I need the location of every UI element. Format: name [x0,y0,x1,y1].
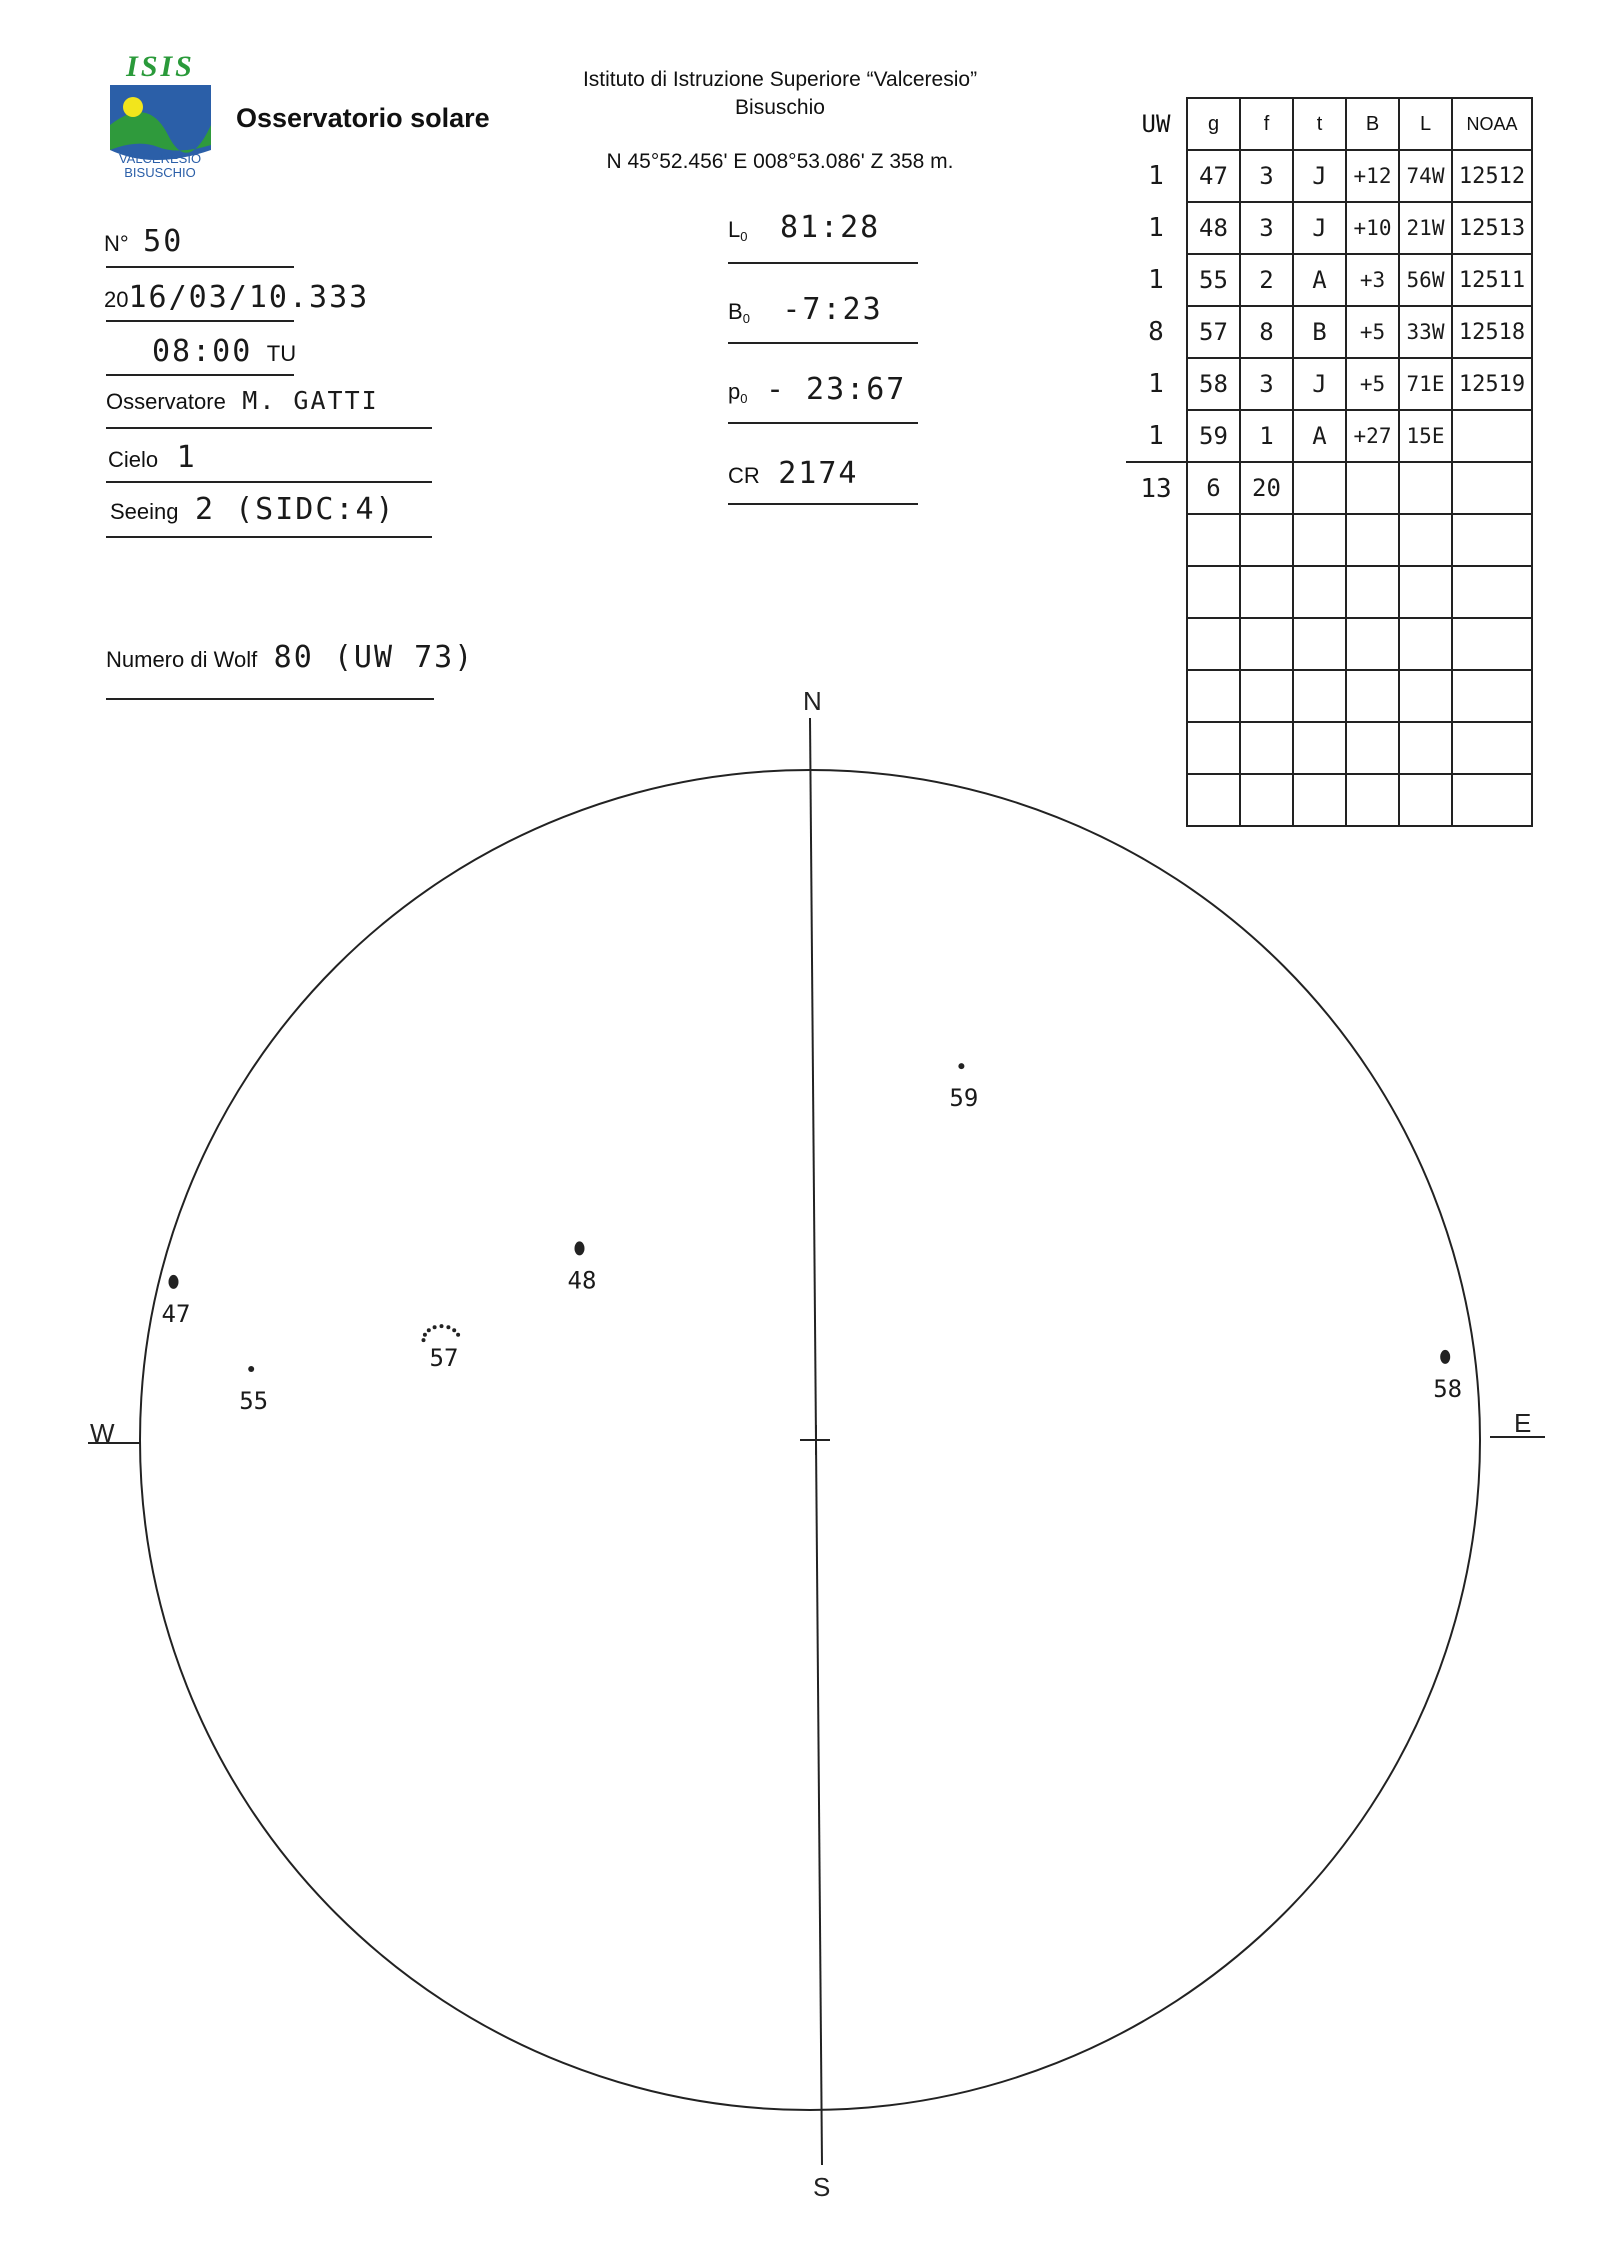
total-f: 20 [1240,462,1293,514]
cell-b: +5 [1346,306,1399,358]
wolf-value: 80 (UW 73) [273,640,475,675]
sunspot-dot [248,1366,254,1372]
cell-f: 1 [1240,410,1293,462]
p0-label: p [728,379,741,404]
cell-l: 33W [1399,306,1452,358]
cell-l: 71E [1399,358,1452,410]
sunspot-dot [427,1328,431,1332]
sunspot-dot [440,1324,444,1328]
observer-value: M. GATTI [242,386,379,415]
east-label: E [1514,1408,1532,1438]
l0-label: L [728,217,741,242]
date-value: 16/03/10.333 [128,280,370,315]
cell-g: 58 [1187,358,1240,410]
number-value: 50 [143,224,184,259]
cell-uw: 1 [1148,265,1164,295]
header-l: L [1399,98,1452,150]
cell-l: 56W [1399,254,1452,306]
sunspot-group-58 [1433,1350,1462,1403]
cell-g: 55 [1187,254,1240,306]
l0-subscript: 0 [740,229,748,245]
cell-b: +12 [1346,150,1399,202]
header-f: f [1240,98,1293,150]
institute-line-2: Bisuschio [735,96,825,119]
cell-t: A [1293,254,1346,306]
sunspot-dot [456,1333,460,1337]
cell-g: 47 [1187,150,1240,202]
sunspot-dot [433,1325,437,1329]
cell-t: J [1293,150,1346,202]
cell-t: J [1293,202,1346,254]
sunspot-group-59 [949,1063,978,1112]
cell-t: J [1293,358,1346,410]
sunspot-dot [446,1325,450,1329]
time-value: 08:00 [152,334,253,369]
sunspot-dot [169,1275,179,1289]
sunspot-label: 59 [949,1084,979,1113]
sky-value: 1 [176,440,197,475]
sunspot-dot [1440,1350,1450,1364]
cell-g: 57 [1187,306,1240,358]
b0-subscript: 0 [742,311,750,327]
cell-uw: 1 [1148,161,1164,191]
number-label: N° [104,231,129,256]
l0-value: 81:28 [779,210,881,245]
cell-b: +3 [1346,254,1399,306]
seeing-value: 2 (SIDC:4) [194,492,396,527]
cr-label: CR [728,463,760,488]
header-uw: UW [1141,110,1171,138]
south-label: S [813,2172,831,2202]
cell-b: +10 [1346,202,1399,254]
header-noaa: NOAA [1452,98,1532,150]
logo-caption-line2: BISUSCHIO [124,165,196,180]
p0-value: - 23:67 [765,372,907,407]
time-suffix: TU [266,341,297,366]
cell-g: 48 [1187,202,1240,254]
cell-noaa: 12511 [1452,254,1532,306]
header-t: t [1293,98,1346,150]
sunspot-group-47 [162,1275,191,1328]
sunspot-label: 55 [239,1387,269,1415]
observer-label: Osservatore [106,389,226,414]
cell-f: 8 [1240,306,1293,358]
site-coordinates: N 45°52.456' E 008°53.086' Z 358 m. [606,150,954,173]
sunspot-group-48 [568,1241,597,1294]
west-label: W [90,1418,115,1448]
north-label: N [803,686,822,716]
date-prefix: 20 [104,287,129,312]
cell-uw: 1 [1148,213,1164,243]
sunspot-dot [422,1338,426,1342]
cell-t: A [1293,410,1346,462]
cell-f: 3 [1240,358,1293,410]
b0-value: -7:23 [782,292,883,327]
cell-noaa: 12519 [1452,358,1532,410]
cell-uw: 1 [1148,369,1164,399]
sunspot-label: 47 [161,1299,191,1328]
logo-wordmark: ISIS [126,50,195,83]
sky-label: Cielo [108,447,159,472]
cell-f: 3 [1240,150,1293,202]
observatory-title: Osservatorio solare [236,103,490,133]
cell-b: +5 [1346,358,1399,410]
sunspot-group-57 [422,1324,461,1372]
cell-g: 59 [1187,410,1240,462]
sunspot-label: 57 [429,1344,459,1373]
header-b: B [1346,98,1399,150]
cell-l: 21W [1399,202,1452,254]
cell-l: 74W [1399,150,1452,202]
wolf-label: Numero di Wolf [106,647,258,672]
cell-t: B [1293,306,1346,358]
cell-uw: 8 [1148,317,1164,347]
sunspots-layer [162,1063,1463,1415]
sunspot-dot [575,1241,585,1255]
cell-f: 3 [1240,202,1293,254]
p0-subscript: 0 [740,391,748,407]
cell-f: 2 [1240,254,1293,306]
cell-b: +27 [1346,410,1399,462]
cr-value: 2174 [778,456,859,491]
cell-noaa: 12513 [1452,202,1532,254]
header-g: g [1187,98,1240,150]
sunspot-group-55 [239,1366,268,1415]
total-g: 6 [1187,462,1240,514]
cell-l: 15E [1399,410,1452,462]
cell-uw: 1 [1148,420,1164,451]
sunspot-label: 48 [567,1266,597,1295]
sunspot-dot [423,1333,427,1337]
sunspot-label: 58 [1433,1374,1463,1403]
b0-label: B [728,299,743,324]
logo-caption-line1: VALCERESIO [118,151,202,166]
institute-line-1: Istituto di Istruzione Superiore “Valceresio” [582,68,978,91]
total-uw: 13 [1126,462,1187,514]
seeing-label: Seeing [110,499,179,524]
cell-noaa: 12518 [1452,306,1532,358]
sunspot-dot [958,1063,964,1069]
sunspot-dot [452,1328,456,1332]
cell-noaa: 12512 [1452,150,1532,202]
